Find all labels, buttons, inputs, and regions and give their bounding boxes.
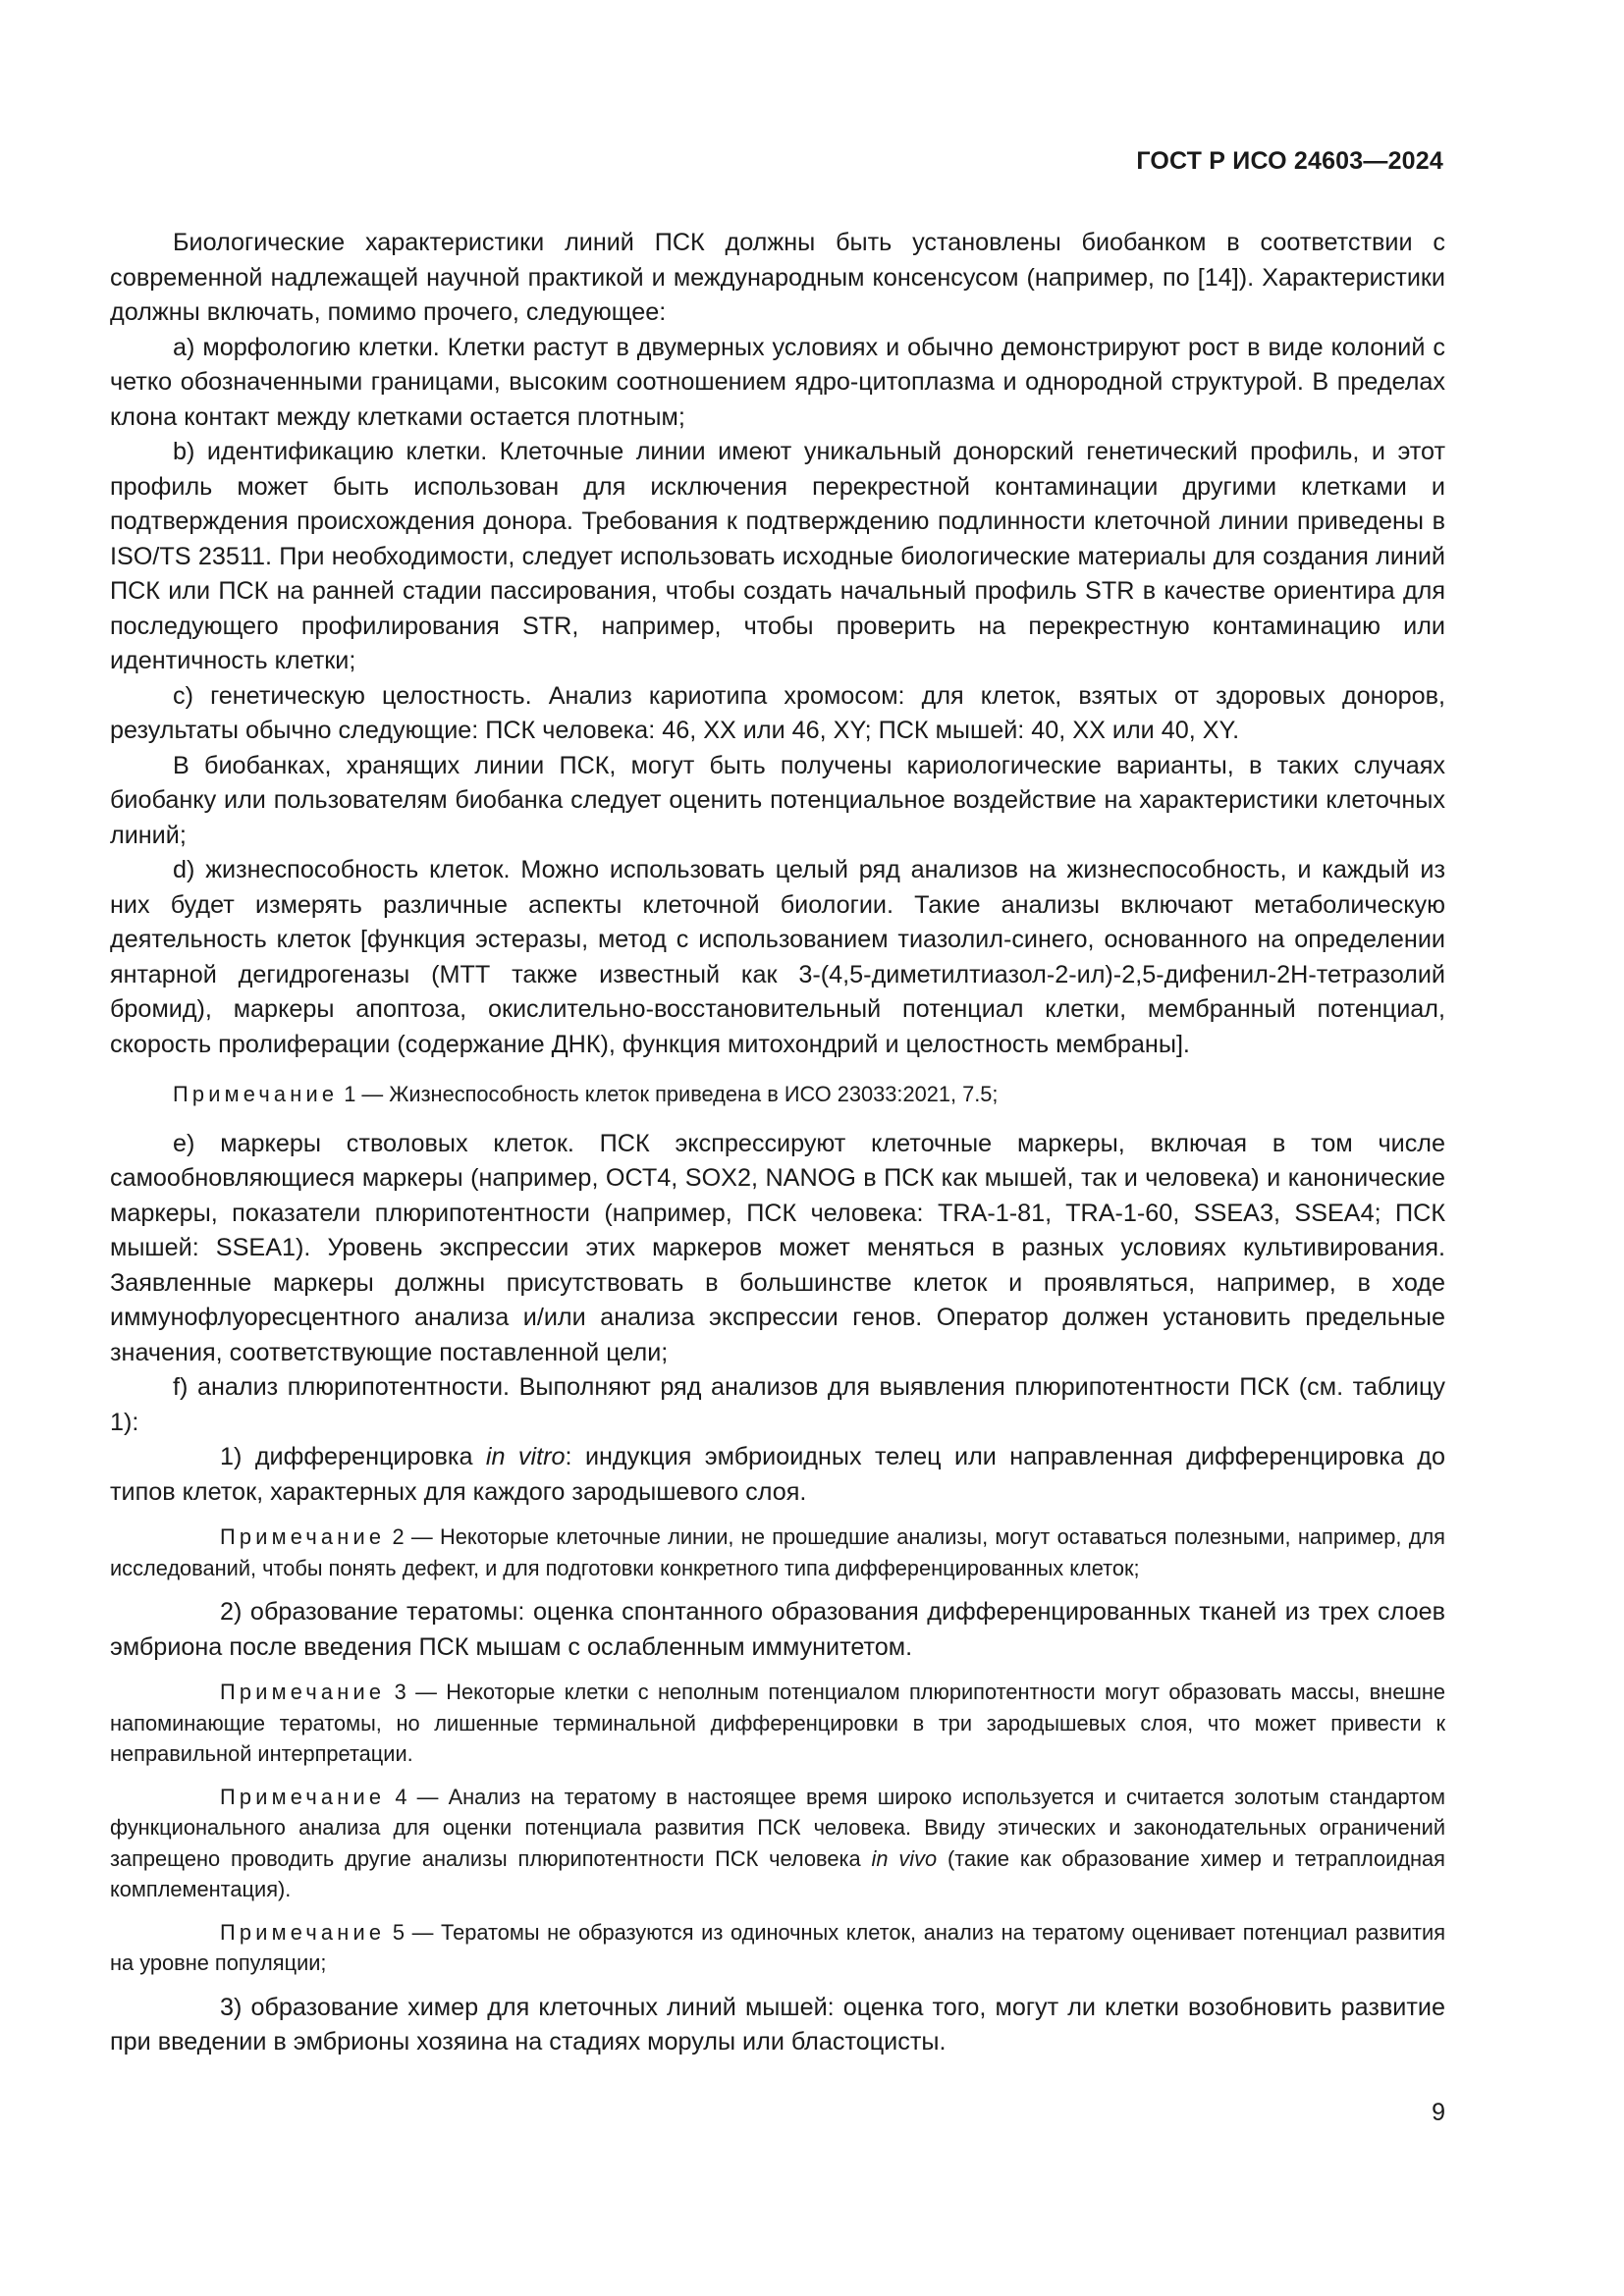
- note-label: Примечание: [220, 1524, 386, 1549]
- note-5: [110, 1917, 1445, 1979]
- note-4: Примечание 4 — Анализ на тератому в настоящее время широко используется и считается золотым стандартом функционального анализа для оценки потенциала развития ПСК человека. Ввиду этических и законодательных ограничений запрещено проводить другие анализы плюрипотентности ПСК человека in vivo (такие как образование химер и тетраплоидная комплементация).: [110, 1784, 1445, 1901]
- sub-item-1: 1) дифференцировка in vitro: индукция эмбриоидных телец или направленная дифференцировка до типов клеток, характерных для каждого зародышевого слоя.: [110, 1443, 1445, 1506]
- list-item-d: d) жизнеспособность клеток. Можно использовать целый ряд анализов на жизнеспособность, и каждый из них будет измерять различные аспекты клеточной биологии. Такие анализы включают метаболическую деятельность клеток [функция эстеразы, метод с использованием тиазолил-синего, основанного на определении янтарной дегидрогеназы (МТТ также известный как 3-(4,5-диметилтиазол-2-ил)-2,5-дифенил-2Н-тетразолий бромид), маркеры апоптоза, окислительно-восстановительный потенциал клетки, мембранный потенциал, скорость пролиферации (содержание ДНК), функция митохондрий и целостность мембраны].: [110, 856, 1445, 1058]
- intro-paragraph: Биологические характеристики линий ПСК должны быть установлены биобанком в соответствии с современной надлежащей научной практикой и международным консенсусом (например, по [14]). Характеристики должны включать, помимо прочего, следующее:: [110, 229, 1445, 326]
- sub-item-2: 2) образование тератомы: оценка спонтанного образования дифференцированных тканей из трех слоев эмбриона после введения ПСК мышам с ослабленным иммунитетом.: [110, 1598, 1445, 1661]
- note-label: Примечание: [220, 1784, 386, 1809]
- list-item-e: e) маркеры стволовых клеток. ПСК экспрессируют клеточные маркеры, включая в том числе самообновляющиеся маркеры (например, ОСТ4, SOX2, NANOG в ПСК как мышей, так и человека) и канонические маркеры, показатели плюрипотентности (например, ПСК человека: TRA-1-81, TRA-1-60, SSEA3, SSEA4; ПСК мышей: SSEA1). Уровень экспрессии этих маркеров может меняться в разных условиях культивирования. Заявленные маркеры должны присутствовать в большинстве клеток и проявляться, например, в ходе иммунофлуоресцентного анализа и/или анализа экспрессии генов. Оператор должен установить предельные значения, соответствующие поставленной цели;: [110, 1129, 1445, 1366]
- emphasis-text: in vitro: [485, 1443, 566, 1470]
- note-text: 2 — Некоторые клеточные линии, не прошедшие анализы, могут оставаться полезными, например, для исследований, чтобы понять дефект, и для подготовки конкретного типа дифференцированных клеток;: [110, 1524, 1445, 1580]
- list-item-b: b) идентификацию клетки. Клеточные линии имеют уникальный донорский генетический профиль, и этот профиль может быть использован для исключения перекрестной контаминации другими клетками и подтверждения происхождения донора. Требования к подтверждению подлинности клеточной линии приведены в ISO/TS 23511. При необходимости, следует использовать исходные биологические материалы для создания линий ПСК или ПСК на ранней стадии пассирования, чтобы создать начальный профиль STR в качестве ориентира для последующего профилирования STR, например, чтобы проверить на перекрестную контаминацию или идентичность клетки;: [110, 438, 1445, 674]
- list-item-a: a) морфологию клетки. Клетки растут в двумерных условиях и обычно демонстрируют рост в виде колоний с четко обозначенными границами, высоким соотношением ядро-цитоплазма и однородной структурой. В пределах клона контакт между клетками остается плотным;: [110, 333, 1445, 431]
- sub-item-3: 3) образование химер для клеточных линий мышей: оценка того, могут ли клетки возобновить развитие при введении в эмбрионы хозяина на стадиях морулы или бластоцисты.: [110, 1993, 1445, 2056]
- note-label: Примечание: [220, 1680, 386, 1704]
- note-2: [110, 1522, 1445, 1583]
- note-text: 3 — Некоторые клетки с неполным потенциалом плюрипотентности могут образовать массы, внешне напоминающие тератомы, но лишенные терминальной дифференцировки в три зародышевых слоя, что может привести к неправильной интерпретации.: [110, 1680, 1445, 1766]
- note-label: Примечание: [220, 1919, 386, 1945]
- note-1: [110, 1079, 1445, 1110]
- page-number: 9: [1432, 2099, 1445, 2126]
- emphasis-text: in vivo: [871, 1845, 938, 1871]
- document-header: ГОСТ Р ИСО 24603—2024: [1136, 147, 1443, 175]
- note-text: 1 — Жизнеспособность клеток приведена в ИСО 23033:2021, 7.5;: [344, 1082, 999, 1106]
- list-item-c-continuation: В биобанках, хранящих линии ПСК, могут быть получены кариологические варианты, в таких случаях биобанку или пользователям биобанка следует оценить потенциальное воздействие на характеристики клеточных линий;: [110, 751, 1445, 849]
- list-item-c: c) генетическую целостность. Анализ кариотипа хромосом: для клеток, взятых от здоровых доноров, результаты обычно следующие: ПСК человека: 46, XX или 46, XY; ПСК мышей: 40, XX или 40, XY.: [110, 681, 1445, 744]
- note-label: Примечание: [173, 1082, 339, 1106]
- page-content: [110, 226, 1445, 2060]
- note-3: [110, 1677, 1445, 1770]
- note-text: 5 — Тератомы не образуются из одиночных клеток, анализ на тератому оценивает потенциал развития на уровне популяции;: [110, 1919, 1445, 1975]
- list-item-f: f) анализ плюрипотентности. Выполняют ряд анализов для выявления плюрипотентности ПСК (см. таблицу 1):: [110, 1373, 1445, 1436]
